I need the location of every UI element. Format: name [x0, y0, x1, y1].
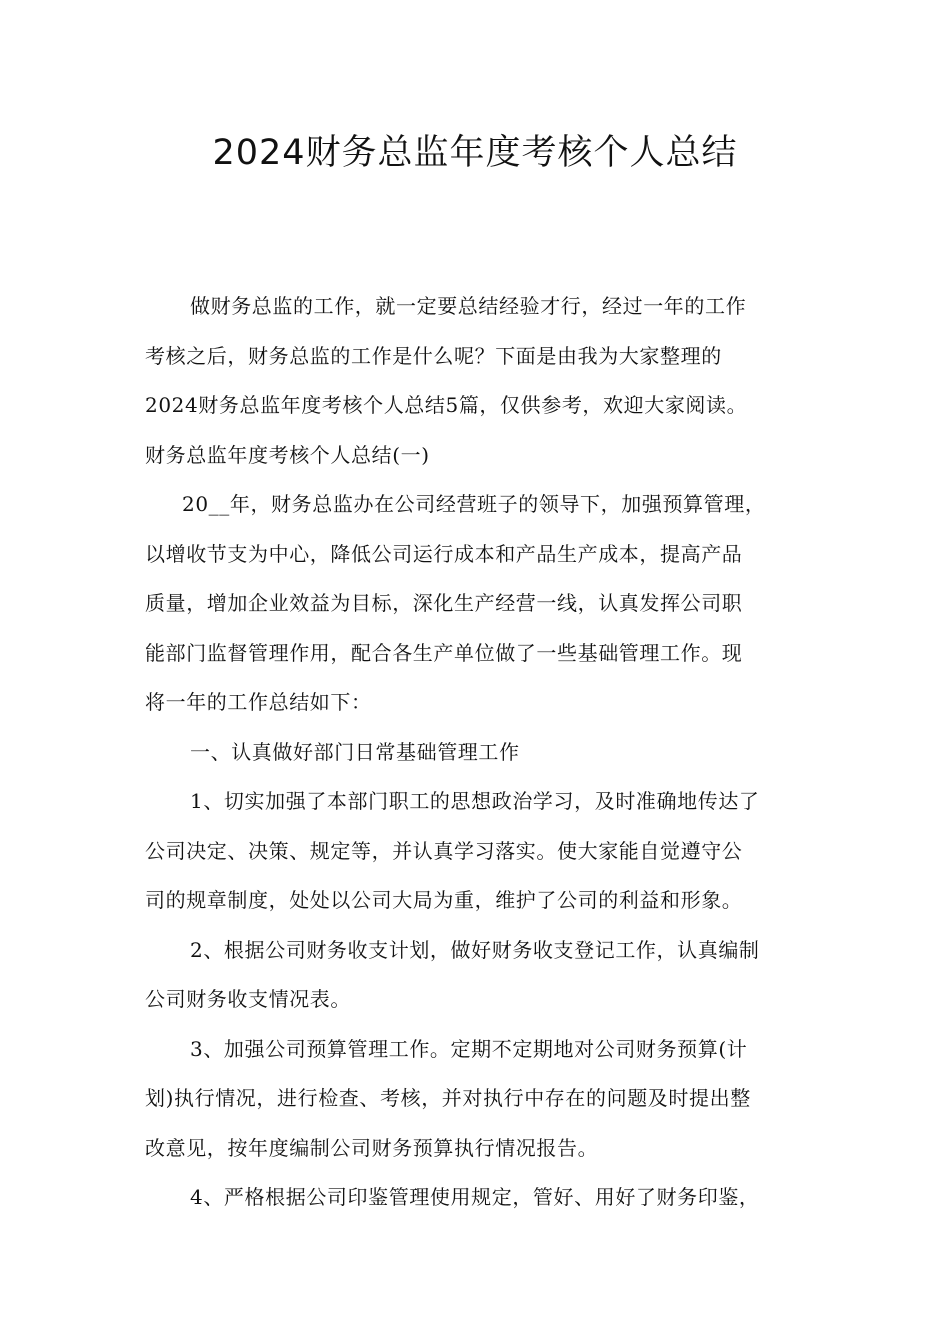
- paragraph-line: 质量，增加企业效益为目标，深化生产经营一线，认真发挥公司职: [145, 591, 743, 615]
- paragraph-line: 改意见，按年度编制公司财务预算执行情况报告。: [145, 1135, 599, 1160]
- paragraph-line: 划)执行情况，进行检查、考核，并对执行中存在的问题及时提出整: [145, 1086, 751, 1110]
- paragraph-line: 4、严格根据公司印鉴管理使用规定，管好、用好了财务印鉴，: [190, 1185, 760, 1209]
- paragraph-line: 以增收节支为中心，降低公司运行成本和产品生产成本，提高产品: [145, 541, 743, 566]
- paragraph-line: 将一年的工作总结如下：: [145, 690, 372, 714]
- document-body: [145, 282, 825, 1223]
- paragraph-line: 公司财务收支情况表。: [145, 987, 351, 1011]
- paragraph-line: 20__年，财务总监办在公司经营班子的领导下，加强预算管理，: [182, 492, 766, 516]
- document-title: 2024财务总监年度考核个人总结: [212, 133, 738, 173]
- paragraph-line: 3、加强公司预算管理工作。定期不定期地对公司财务预算(计: [190, 1036, 748, 1061]
- paragraph-line: 考核之后，财务总监的工作是什么呢？下面是由我为大家整理的: [145, 343, 722, 368]
- subsection-heading: 一、认真做好部门日常基础管理工作: [190, 739, 520, 764]
- paragraph-line: 能部门监督管理作用，配合各生产单位做了一些基础管理工作。现: [145, 640, 743, 665]
- paragraph-line: 2024财务总监年度考核个人总结5篇，仅供参考，欢迎大家阅读。: [145, 393, 748, 417]
- paragraph-line: 做财务总监的工作，就一定要总结经验才行，经过一年的工作: [190, 294, 747, 318]
- paragraph-line: 1、切实加强了本部门职工的思想政治学习，及时准确地传达了: [190, 789, 760, 813]
- paragraph-line: 2、根据公司财务收支计划，做好财务收支登记工作，认真编制: [190, 937, 760, 962]
- paragraph-line: 司的规章制度，处处以公司大局为重，维护了公司的利益和形象。: [145, 888, 743, 912]
- paragraph-line: 公司决定、决策、规定等，并认真学习落实。使大家能自觉遵守公: [145, 838, 743, 863]
- section-heading: 财务总监年度考核个人总结(一): [145, 442, 430, 467]
